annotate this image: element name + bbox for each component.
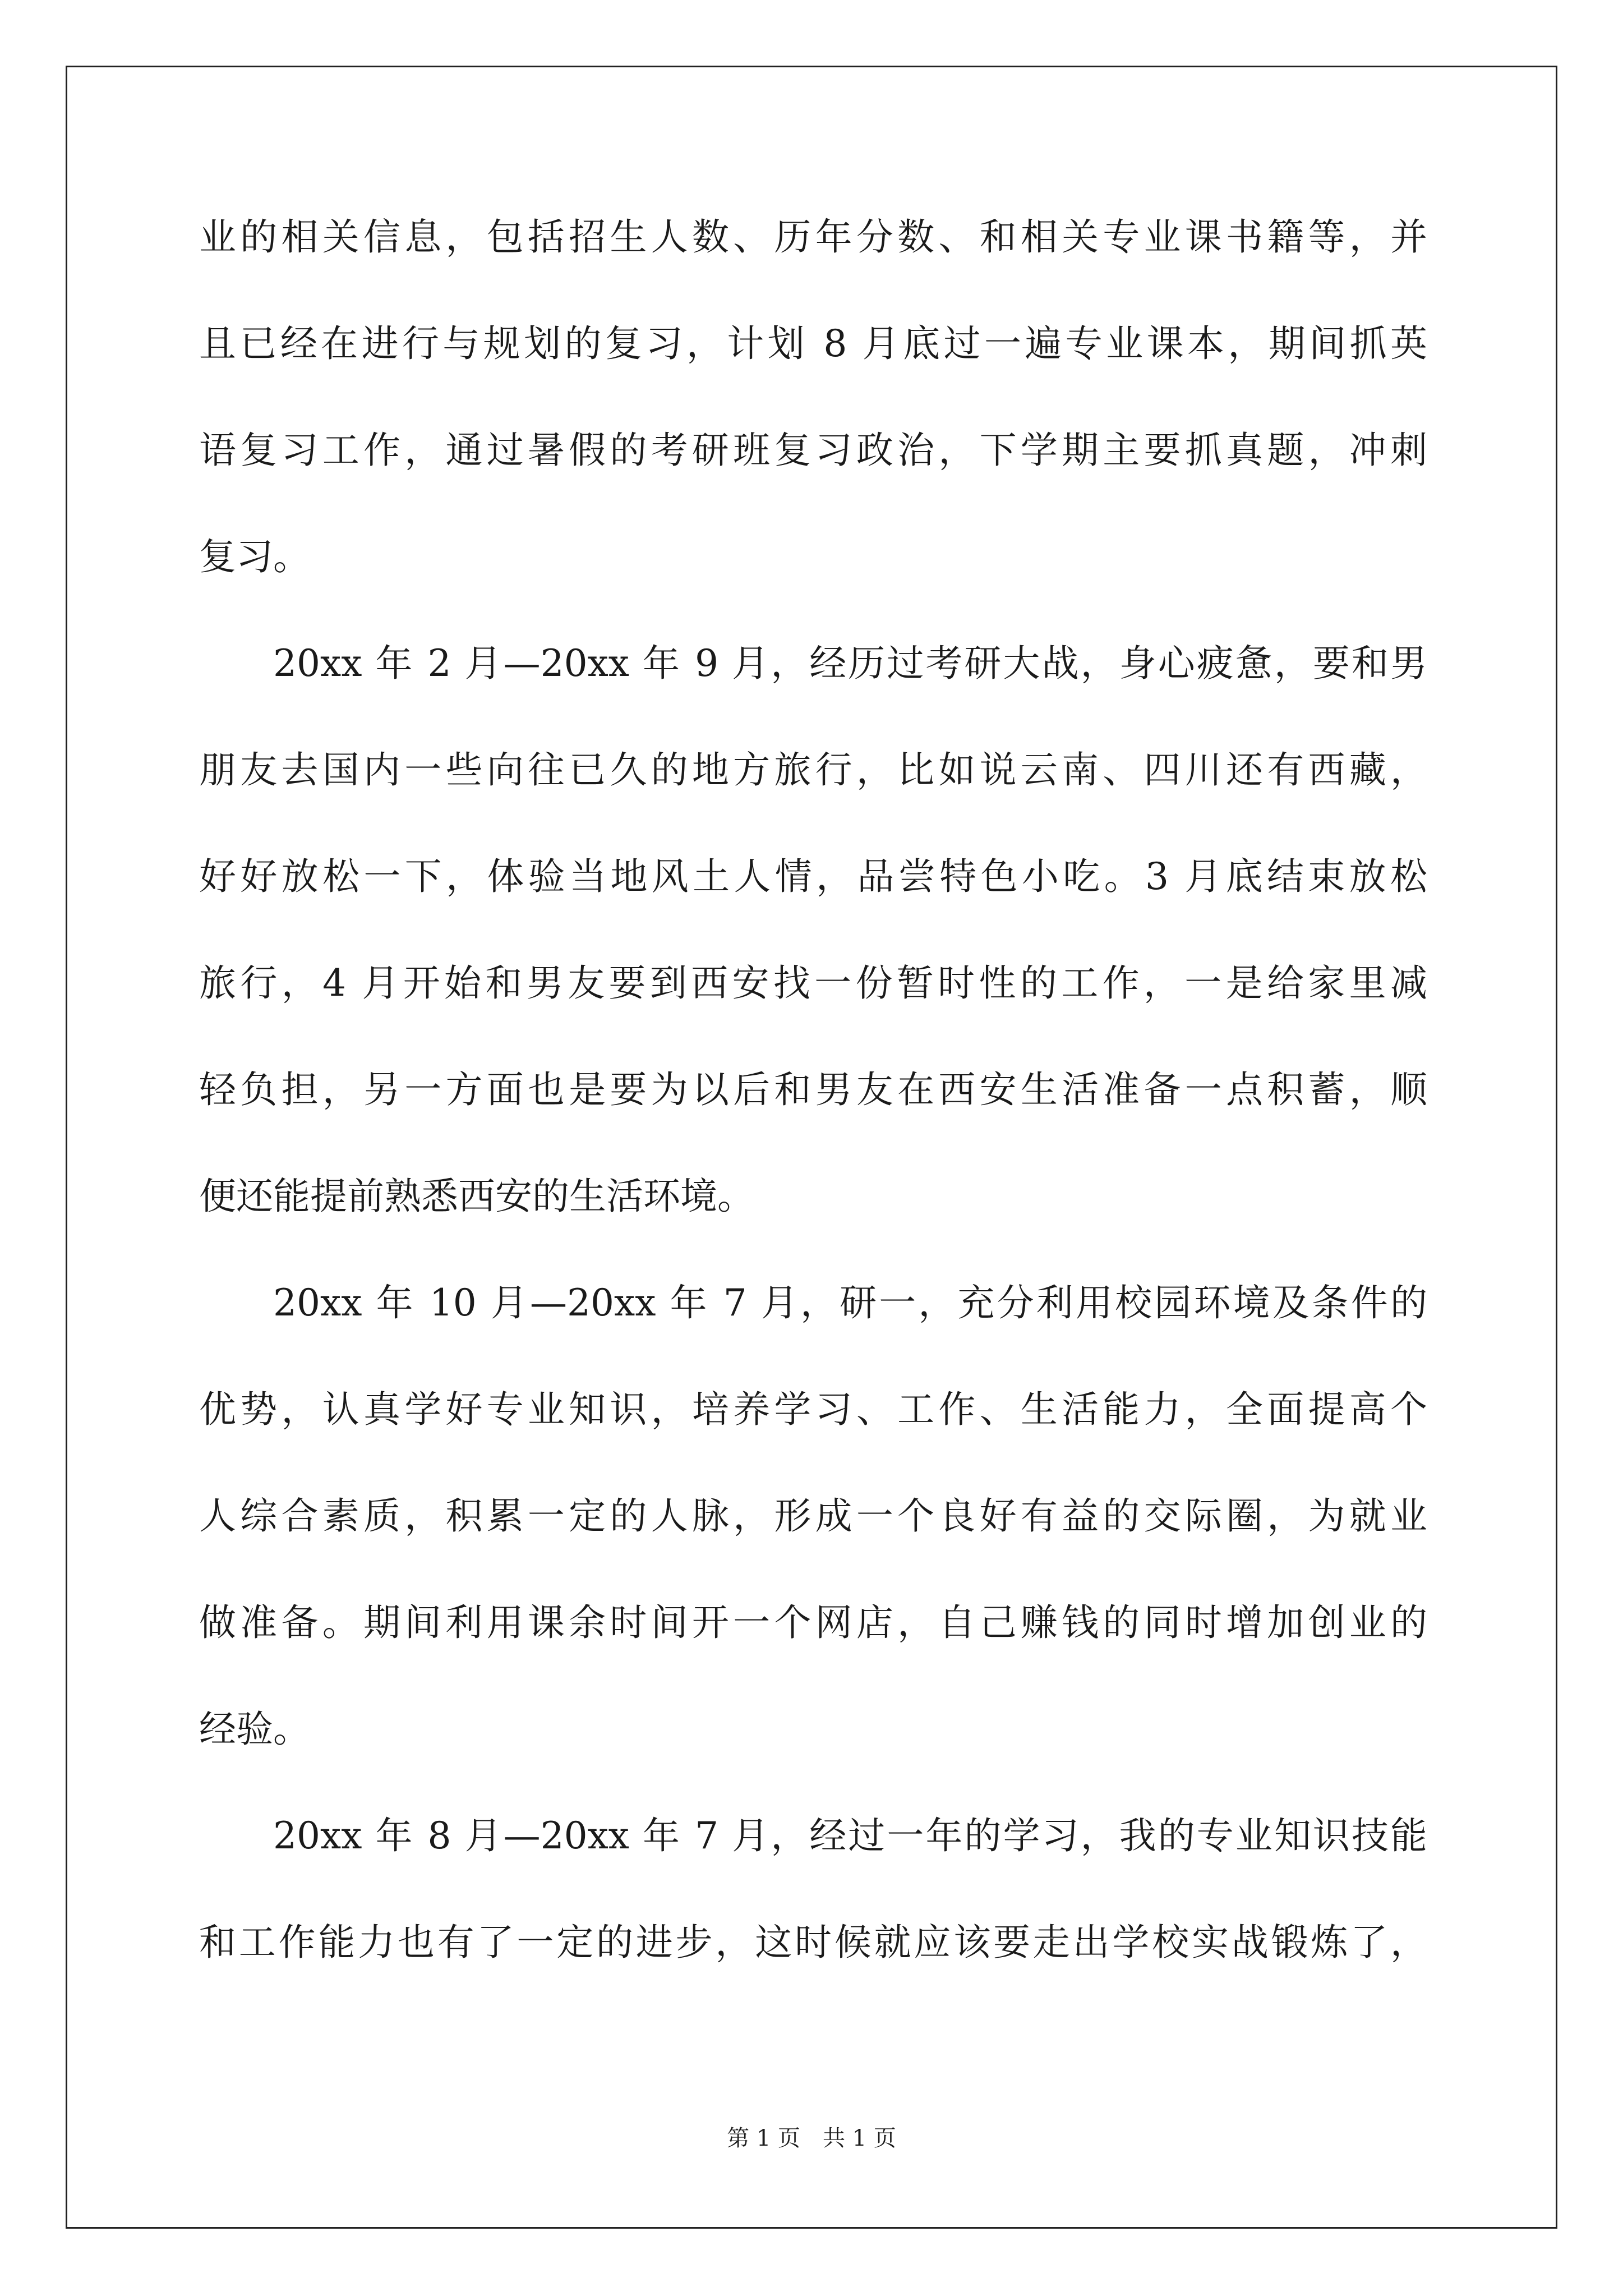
paragraph-first-line: 20xx 年 2 月—20xx 年 9 月，经历过考研大战，身心疲惫，要和男 [273,642,1427,685]
paragraph-first-line: 20xx 年 10 月—20xx 年 7 月，研一，充分利用校园环境及条件的 [273,1281,1427,1324]
text-line: 且已经在进行与规划的复习，计划 8 月底过一遍专业课本，期间抓英 [199,322,1427,365]
text-line: 优势，认真学好专业知识，培养学习、工作、生活能力，全面提高个 [199,1388,1427,1431]
text-line: 旅行，4 月开始和男友要到西安找一份暂时性的工作，一是给家里减 [199,961,1427,1005]
text-line: 经验。 [199,1708,310,1751]
text-line: 语复习工作，通过暑假的考研班复习政治，下学期主要抓真题，冲刺 [199,429,1427,472]
document-body [199,215,1427,2030]
page-footer [0,2125,1623,2152]
text-line: 朋友去国内一些向往已久的地方旅行，比如说云南、四川还有西藏， [199,748,1427,792]
text-line: 便还能提前熟悉西安的生活环境。 [199,1175,754,1218]
text-line: 人综合素质，积累一定的人脉，形成一个良好有益的交际圈，为就业 [199,1494,1427,1538]
page-number: 第 1 页 共 1 页 [727,2125,896,2151]
paragraph-first-line: 20xx 年 8 月—20xx 年 7 月，经过一年的学习，我的专业知识技能 [273,1814,1427,1857]
text-line: 业的相关信息，包括招生人数、历年分数、和相关专业课书籍等，并 [199,215,1427,259]
text-line: 轻负担，另一方面也是要为以后和男友在西安生活准备一点积蓄，顺 [199,1068,1427,1111]
text-line: 好好放松一下，体验当地风土人情，品尝特色小吃。3 月底结束放松 [199,855,1427,898]
text-line: 复习。 [199,535,310,578]
text-line: 做准备。期间利用课余时间开一个网店，自己赚钱的同时增加创业的 [199,1601,1427,1644]
text-line: 和工作能力也有了一定的进步，这时候就应该要走出学校实战锻炼了， [199,1921,1427,1964]
